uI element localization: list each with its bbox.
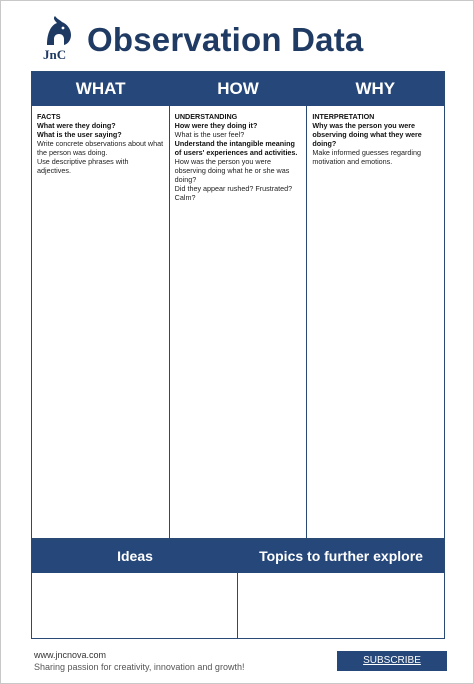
prompt-line: What is the user feel? <box>174 130 245 139</box>
section-title: UNDERSTANDING <box>174 112 238 121</box>
page-title: Observation Data <box>87 21 364 58</box>
observation-grid <box>31 71 445 539</box>
prompt-line: Did they appear rushed? Frustrated? Calm? <box>174 184 293 202</box>
ideas-heading: Ideas <box>117 548 153 564</box>
prompt-line: Understand the intangible meaning of users' experiences and activities. <box>174 139 298 157</box>
section-title: INTERPRETATION <box>312 112 375 121</box>
ideas-section <box>31 539 445 639</box>
column-how[interactable] <box>170 106 308 538</box>
topics-box[interactable] <box>238 573 444 638</box>
column-header-what: WHAT <box>75 79 126 98</box>
tagline: Sharing passion for creativity, innovation and growth! <box>34 662 245 672</box>
prompt-line: What is the user saying? <box>37 130 122 139</box>
logo-text: JnC <box>43 47 67 62</box>
column-header-bar <box>32 72 444 106</box>
prompt-line: Write concrete observations about what the person was doing. <box>37 139 164 157</box>
prompt-line: Why was the person you were observing doing what they were doing? <box>312 121 422 148</box>
column-header-why: WHY <box>355 79 396 98</box>
prompt-line: Use descriptive phrases with adjectives. <box>37 157 129 175</box>
column-what[interactable] <box>32 106 170 538</box>
subscribe-button[interactable]: SUBSCRIBE <box>337 651 447 671</box>
prompt-line: What were they doing? <box>37 121 116 130</box>
section-title: FACTS <box>37 112 61 121</box>
prompt-line: How were they doing it? <box>174 121 258 130</box>
column-why[interactable] <box>307 106 444 538</box>
ideas-header-bar <box>32 540 444 573</box>
column-header-how: HOW <box>217 79 259 98</box>
website-link[interactable]: www.jncnova.com <box>34 650 107 660</box>
topics-heading: Topics to further explore <box>259 548 423 564</box>
ideas-box[interactable] <box>32 573 238 638</box>
prompt-line: Make informed guesses regarding motivation and emotions. <box>312 148 422 166</box>
prompt-line: How was the person you were observing doing what he or she was doing? <box>174 157 290 184</box>
